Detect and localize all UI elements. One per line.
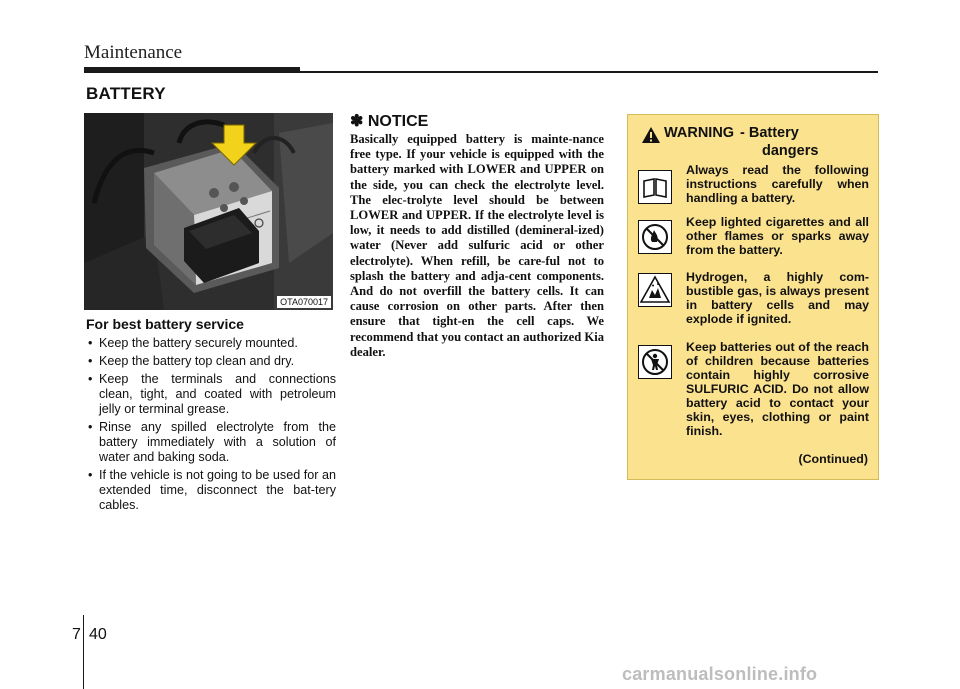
continued-label: (Continued) bbox=[798, 452, 868, 466]
warning-item-text: Always read the following instructions carefully when handling a battery. bbox=[686, 163, 869, 205]
list-item: • Rinse any spilled electrolyte from the battery immediately with a solution of water and baking soda. bbox=[86, 420, 336, 465]
watermark: carmanualsonline.info bbox=[622, 664, 818, 684]
battery-photo bbox=[84, 113, 333, 310]
warning-word: WARNING bbox=[664, 125, 735, 141]
list-item: • Keep the terminals and connections clean, tight, and coated with petroleum jelly or terminal grease. bbox=[86, 372, 336, 417]
list-item: • Keep the battery securely mounted. bbox=[86, 336, 336, 351]
best-service-heading: For best battery service bbox=[86, 316, 244, 332]
explosion-icon bbox=[638, 273, 672, 307]
list-item: • Keep the battery top clean and dry. bbox=[86, 354, 336, 369]
read-manual-icon bbox=[638, 170, 672, 204]
notice-heading: ✽ NOTICE bbox=[350, 113, 429, 130]
battery-illustration bbox=[84, 113, 333, 310]
header-bar bbox=[84, 67, 300, 73]
list-item: • If the vehicle is not going to be used for an extended time, disconnect the bat-tery cables. bbox=[86, 468, 336, 513]
warning-item-text: Hydrogen, a highly com-bustible gas, is always present in battery cells and may explode if ignited. bbox=[686, 270, 869, 326]
warning-item-text: Keep batteries out of the reach of children because batteries contain highly corrosive SULFURIC ACID. Do not allow battery acid to contact your skin, eyes, clothing or paint finish. bbox=[686, 340, 869, 438]
warning-subtitle: - Battery bbox=[740, 125, 799, 141]
warning-subtitle-cont: dangers bbox=[762, 143, 819, 159]
warning-triangle-icon bbox=[642, 127, 660, 146]
keep-children-away-icon bbox=[638, 345, 672, 379]
page-number: 40 bbox=[89, 626, 107, 643]
warning-item-text: Keep lighted cigarettes and all other flames or sparks away from the battery. bbox=[686, 215, 869, 257]
no-flames-icon bbox=[638, 220, 672, 254]
warning-box bbox=[627, 114, 879, 480]
figure-code: OTA070017 bbox=[277, 296, 331, 308]
chapter-number: 7 bbox=[72, 626, 81, 643]
running-header: Maintenance bbox=[84, 42, 183, 63]
section-title: BATTERY bbox=[86, 84, 166, 103]
header-rule bbox=[300, 71, 878, 73]
footer-rule bbox=[83, 615, 84, 689]
notice-body: Basically equipped battery is mainte-nance free type. If your vehicle is equipped with the battery marked with LOWER and UPPER on the side, you can check the electrolyte level. The elec-trolyte level should be between LOWER and UPPER. If the electrolyte level is low, it needs to add distilled (demineral-ized) water (Never add sulfuric acid or other electrolyte). When refill, be care-ful not to splash the battery and adja-cent components. And do not overfill the battery cells. It can cause corrosion on other parts. After then ensure that tight-en the cell caps. We recommend that you contact an authorized Kia dealer. bbox=[350, 132, 604, 359]
best-service-list bbox=[86, 336, 336, 516]
